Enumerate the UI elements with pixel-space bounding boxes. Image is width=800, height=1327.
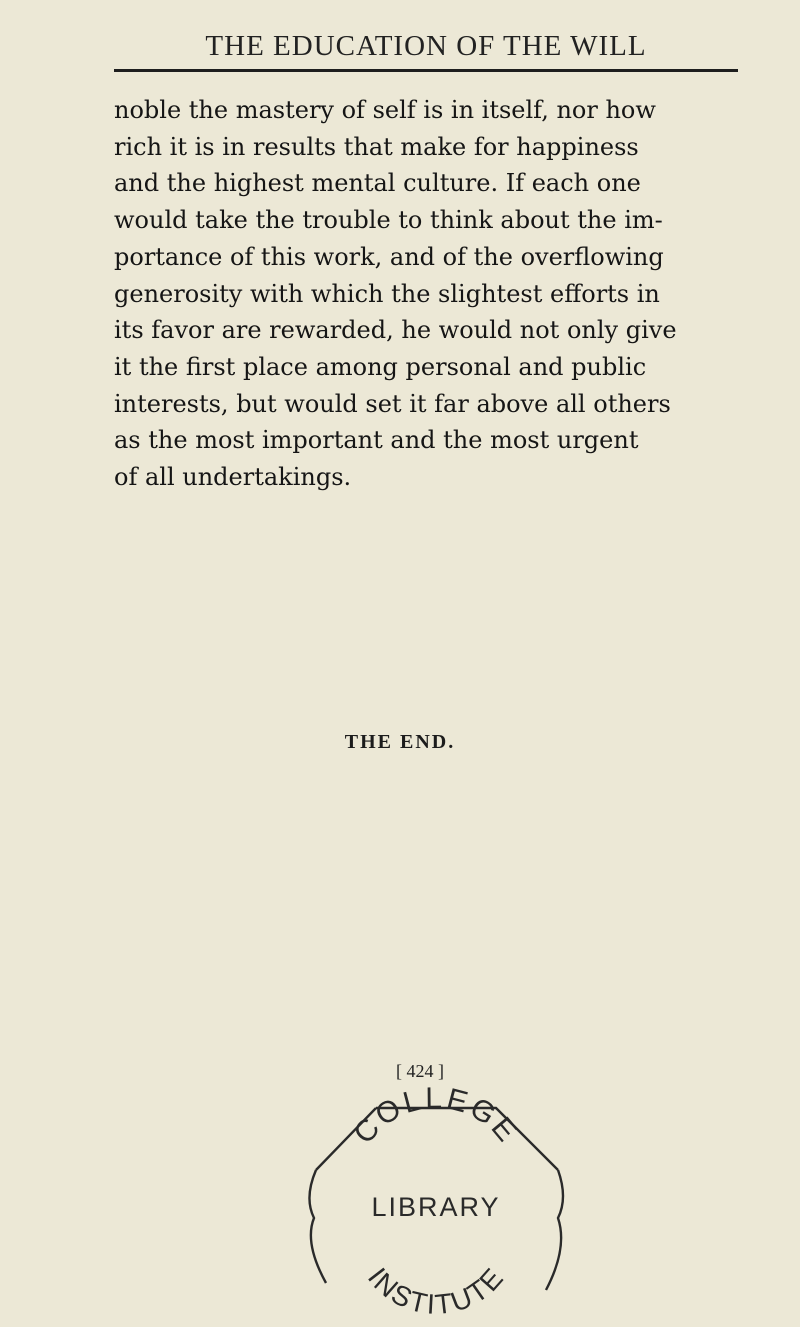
text-line: as the most important and the most urgent bbox=[114, 426, 639, 455]
text-line: its favor are rewarded, he would not only give bbox=[114, 316, 677, 345]
the-end-label: THE END. bbox=[344, 731, 456, 753]
text-line: it the first place among personal and public bbox=[114, 352, 647, 381]
stamp-library-label: LIBRARY bbox=[371, 1192, 501, 1222]
text-line: of all undertakings. bbox=[114, 463, 352, 492]
text-line: interests, but would set it far above all others bbox=[114, 389, 671, 418]
text-line: and the highest mental culture. If each one bbox=[114, 169, 641, 198]
text-line: rich it is in results that make for happiness bbox=[114, 132, 639, 161]
stamp-outline-left bbox=[309, 1170, 326, 1283]
text-line: would take the trouble to think about the im- bbox=[114, 206, 663, 235]
text-line: noble the mastery of self is in itself, nor how bbox=[114, 96, 656, 124]
running-title: THE EDUCATION OF THE WILL bbox=[205, 30, 647, 62]
body-paragraph bbox=[114, 92, 754, 496]
stamp-outline-right bbox=[546, 1170, 563, 1290]
text-line: portance of this work, and of the overflowing bbox=[114, 242, 664, 271]
text-line: generosity with which the slightest efforts in bbox=[114, 279, 660, 308]
stamp-top-arc-text: COLLEGE bbox=[347, 1081, 525, 1151]
header-rule bbox=[114, 69, 738, 72]
page-number: [ 424 ] bbox=[396, 1061, 444, 1081]
library-stamp bbox=[296, 1078, 576, 1327]
stamp-bottom-arc-text: INSTITUTE bbox=[361, 1261, 511, 1321]
